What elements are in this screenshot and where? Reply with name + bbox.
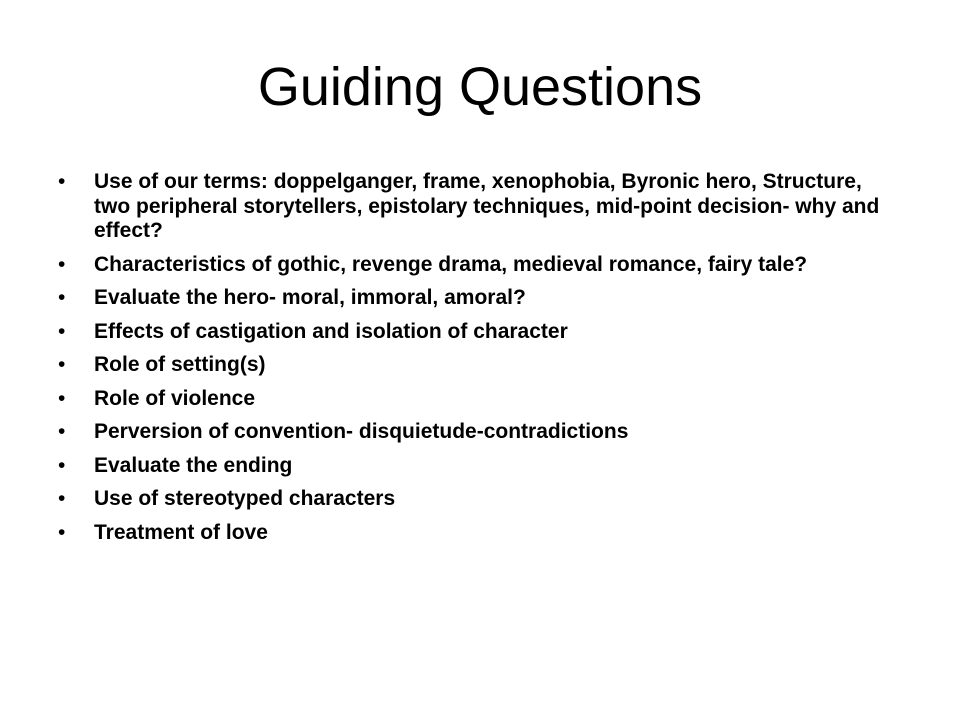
bullet-item <box>58 453 894 479</box>
bullet-dot-icon: • <box>58 487 66 510</box>
bullet-text: Evaluate the hero- moral, immoral, amoral? <box>94 286 526 309</box>
bullet-item <box>58 386 894 412</box>
bullet-dot-icon: • <box>58 286 66 309</box>
bullet-dot-icon: • <box>58 420 66 443</box>
bullet-dot-icon: • <box>58 520 66 544</box>
bullet-text: Use of stereotyped characters <box>94 487 396 510</box>
bullet-text: Evaluate the ending <box>94 453 293 477</box>
bullet-text: Role of violence <box>94 386 256 410</box>
bullet-text: Characteristics of gothic, revenge drama, medieval romance, fairy tale? <box>94 252 808 276</box>
bullet-text: Effects of castigation and isolation of character <box>94 319 568 343</box>
bullet-dot-icon: • <box>58 353 66 376</box>
bullet-item <box>58 487 894 512</box>
bullet-item <box>58 420 894 445</box>
bullet-item <box>58 170 894 244</box>
bullet-list <box>58 170 894 554</box>
bullet-item <box>58 319 894 345</box>
bullet-item <box>58 353 894 378</box>
slide-title: Guiding Questions <box>257 57 703 117</box>
bullet-text: Use of our terms: doppelganger, frame, xenophobia, Byronic hero, Structure, two peripheral storytellers, epistolary techniques, mid-point decision- why and effect? <box>94 170 880 242</box>
bullet-dot-icon: • <box>58 386 66 410</box>
bullet-text: Role of setting(s) <box>94 353 266 376</box>
bullet-item <box>58 286 894 311</box>
bullet-dot-icon: • <box>58 453 66 477</box>
bullet-item <box>58 252 894 278</box>
bullet-item <box>58 520 894 546</box>
bullet-text: Treatment of love <box>94 520 268 544</box>
bullet-text: Perversion of convention- disquietude-contradictions <box>94 420 629 443</box>
bullet-dot-icon: • <box>58 319 66 343</box>
bullet-dot-icon: • <box>58 252 66 276</box>
bullet-dot-icon: • <box>58 170 66 193</box>
